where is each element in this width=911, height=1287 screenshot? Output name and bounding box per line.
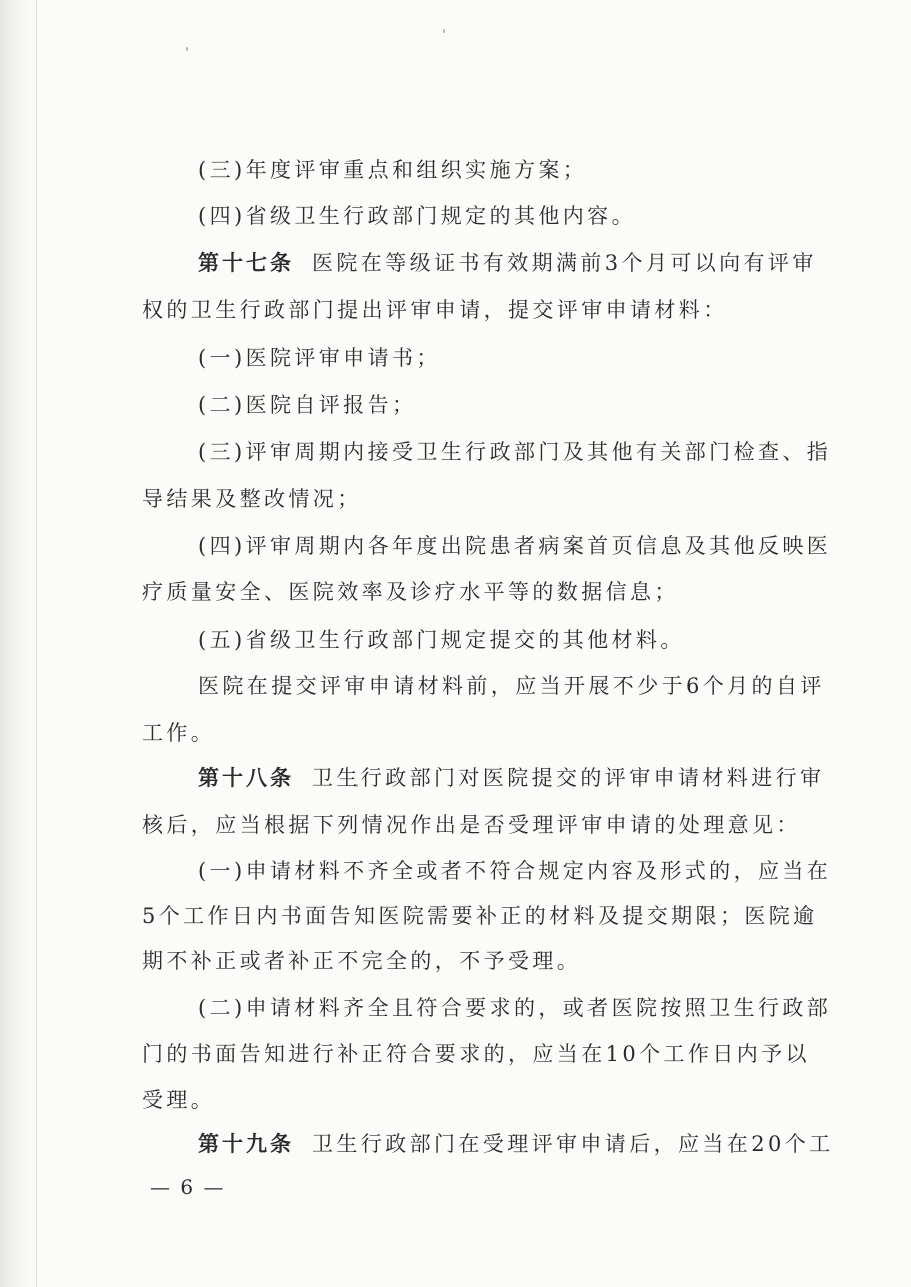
clause-line: (二)申请材料齐全且符合要求的，或者医院按照卫生行政部 <box>198 996 832 1020</box>
paragraph-line: 医院在提交评审申请材料前，应当开展不少于6个月的自评 <box>198 674 825 698</box>
clause-line: (三)评审周期内接受卫生行政部门及其他有关部门检查、指 <box>198 440 832 464</box>
article-number: 第十九条 <box>198 1131 294 1156</box>
scan-speck <box>186 47 188 51</box>
scan-speck <box>443 29 445 33</box>
article-line <box>142 755 878 801</box>
article-text: 医院在等级证书有效期满前3个月可以向有评审 <box>312 251 817 275</box>
body-line: 门的书面告知进行补正符合要求的，应当在10个工作日内予以 <box>142 1042 810 1066</box>
body-line: 工作。 <box>142 721 216 745</box>
clause-line: (四)省级卫生行政部门规定的其他内容。 <box>198 204 636 228</box>
body-line: 受理。 <box>142 1088 216 1112</box>
article-line <box>142 240 878 286</box>
clause-line: (一)医院评审申请书； <box>198 346 441 370</box>
article-number: 第十八条 <box>198 765 294 790</box>
body-line: 5个工作日内书面告知医院需要补正的材料及提交期限；医院逾 <box>142 904 818 928</box>
article-text: 卫生行政部门对医院提交的评审申请材料进行审 <box>312 766 825 790</box>
article-line <box>142 1121 878 1167</box>
clause-line: (三)年度评审重点和组织实施方案； <box>198 158 588 182</box>
body-line: 期不补正或者补正不完全的，不予受理。 <box>142 949 582 973</box>
body-line: 权的卫生行政部门提出评审申请，提交评审申请材料： <box>142 298 728 322</box>
clause-line: (一)申请材料不齐全或者不符合规定内容及形式的，应当在 <box>198 859 832 883</box>
clause-line: (二)医院自评报告； <box>198 393 417 417</box>
body-line: 核后，应当根据下列情况作出是否受理评审申请的处理意见： <box>142 813 801 837</box>
body-line: 疗质量安全、医院效率及诊疗水平等的数据信息； <box>142 580 679 604</box>
clause-line: (五)省级卫生行政部门规定提交的其他材料。 <box>198 628 685 652</box>
clause-line: (四)评审周期内各年度出院患者病案首页信息及其他反映医 <box>198 534 832 558</box>
article-number: 第十七条 <box>198 250 294 275</box>
page-number: — 6 — <box>150 1175 226 1199</box>
article-text: 卫生行政部门在受理评审申请后，应当在20个工 <box>312 1132 834 1156</box>
body-line: 导结果及整改情况； <box>142 487 362 511</box>
binding-edge <box>0 0 40 1287</box>
